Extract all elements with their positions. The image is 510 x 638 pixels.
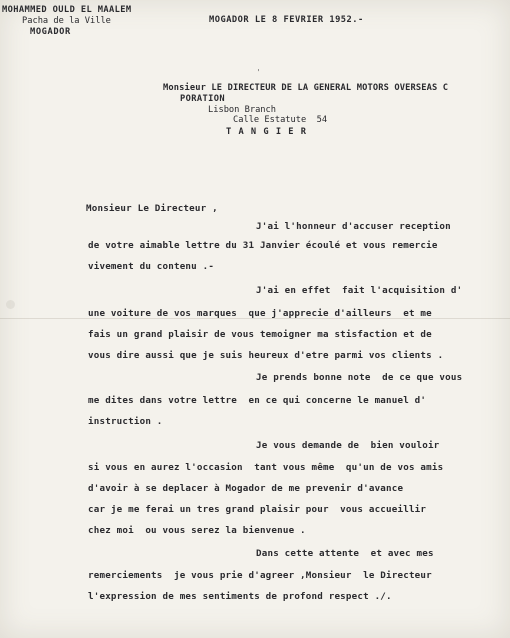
- body-line: si vous en aurez l'occasion tant vous même qu'un de vos amis: [88, 462, 444, 473]
- recipient-line-4: Calle Estatute 54: [233, 115, 328, 125]
- sender-title: Pacha de la Ville: [22, 16, 111, 26]
- salutation: Monsieur Le Directeur ,: [86, 203, 218, 214]
- body-line: chez moi ou vous serez la bienvenue .: [88, 525, 306, 536]
- body-line: instruction .: [88, 416, 163, 427]
- body-line: vivement du contenu .-: [88, 261, 215, 272]
- body-line: vous dire aussi que je suis heureux d'etre parmi vos clients .: [88, 350, 444, 361]
- pen-mark: ': [256, 68, 261, 77]
- body-line: J'ai l'honneur d'accuser reception: [256, 221, 451, 232]
- sender-name: MOHAMMED OULD EL MAALEM: [2, 5, 132, 15]
- recipient-line-1: Monsieur LE DIRECTEUR DE LA GENERAL MOTORS OVERSEAS C: [163, 83, 449, 93]
- recipient-line-2: PORATION: [180, 94, 226, 104]
- body-line: d'avoir à se deplacer à Mogador de me prevenir d'avance: [88, 483, 404, 494]
- body-line: une voiture de vos marques que j'apprecie d'ailleurs et me: [88, 308, 432, 319]
- sender-city: MOGADOR: [30, 27, 71, 37]
- punch-hole-mark: [6, 300, 15, 309]
- body-line: l'expression de mes sentiments de profond respect ./.: [88, 591, 392, 602]
- body-line: car je me ferai un tres grand plaisir pour vous accueillir: [88, 504, 427, 515]
- body-line: remerciements je vous prie d'agreer ,Monsieur le Directeur: [88, 570, 432, 581]
- body-line: me dites dans votre lettre en ce qui concerne le manuel d': [88, 395, 427, 406]
- body-line: fais un grand plaisir de vous temoigner ma stisfaction et de: [88, 329, 432, 340]
- body-line: Dans cette attente et avec mes: [256, 548, 434, 559]
- recipient-line-3: Lisbon Branch: [208, 105, 276, 115]
- date-line: MOGADOR LE 8 FEVRIER 1952.-: [209, 15, 364, 25]
- body-line: de votre aimable lettre du 31 Janvier écoulé et vous remercie: [88, 240, 438, 251]
- body-line: J'ai en effet fait l'acquisition d': [256, 285, 463, 296]
- body-line: Je prends bonne note de ce que vous: [256, 372, 463, 383]
- body-line: Je vous demande de bien vouloir: [256, 440, 440, 451]
- recipient-line-5: T A N G I E R: [226, 127, 307, 137]
